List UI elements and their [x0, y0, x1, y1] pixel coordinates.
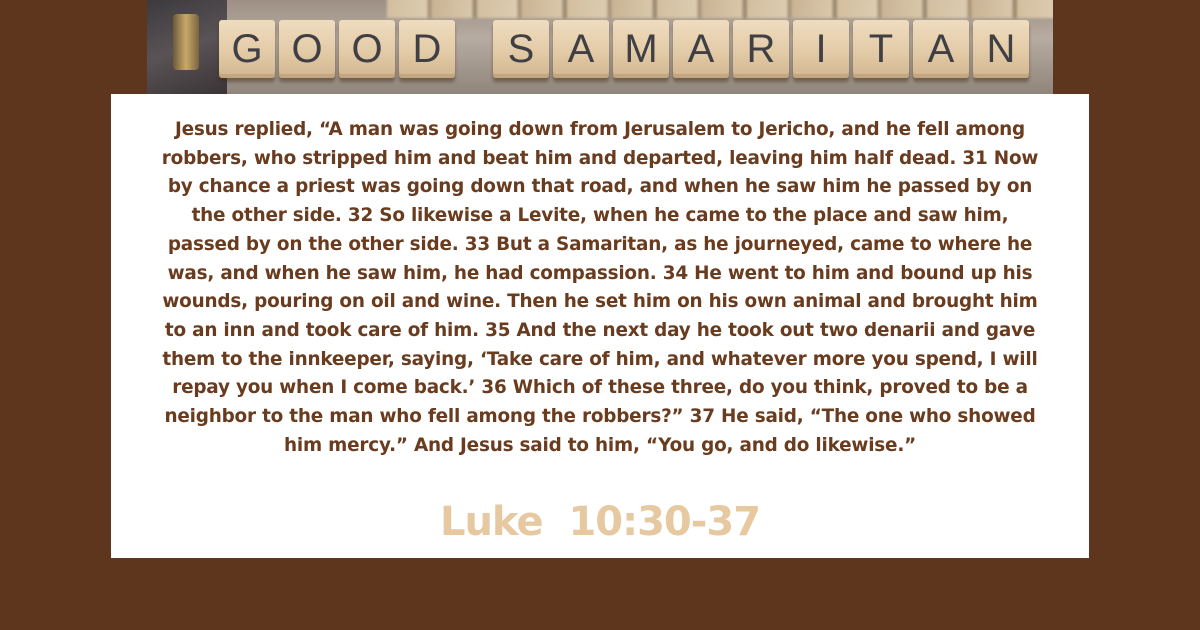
scripture-reference: Luke 10:30-37 [439, 499, 761, 545]
letter-tile: G [219, 20, 275, 78]
letter-tile: I [793, 20, 849, 78]
letter-tile: O [339, 20, 395, 78]
letter-tile: D [399, 20, 455, 78]
book-decoration [147, 0, 227, 94]
letter-tile: T [853, 20, 909, 78]
letter-tile: N [973, 20, 1029, 78]
letter-tile: A [553, 20, 609, 78]
header-photo [147, 0, 1053, 94]
letter-tile: M [613, 20, 669, 78]
letter-tile: S [493, 20, 549, 78]
scripture-card [111, 94, 1089, 558]
scrabble-tiles-title [219, 14, 1033, 84]
letter-tile: R [733, 20, 789, 78]
letter-tile: O [279, 20, 335, 78]
scripture-passage: Jesus replied, “A man was going down from Jerusalem to Jericho, and he fell among robbers, who stripped him and beat him and departed, leaving him half dead. 31 Now by chance a priest was going down that road, and when he saw him he passed by on the other side. 32 So likewise a Levite, when he came to the place and saw him, passed by on the other side. 33 But a Samaritan, as he journeyed, came to where he was, and when he saw him, he had compassion. 34 He went to him and bound up his wounds, pouring on oil and wine. Then he set him on his own animal and brought him to an inn and took care of him. 35 And the next day he took out two denarii and gave them to the innkeeper, saying, ‘Take care of him, and whatever more you spend, I will repay you when I come back.’ 36 Which of these three, do you think, proved to be a neighbor to the man who fell among the robbers?” 37 He said, “The one who showed him mercy.” And Jesus said to him, “You go, and do likewise.” [161, 119, 1039, 456]
letter-tile: A [913, 20, 969, 78]
book-clasp [173, 14, 199, 70]
letter-tile: A [673, 20, 729, 78]
